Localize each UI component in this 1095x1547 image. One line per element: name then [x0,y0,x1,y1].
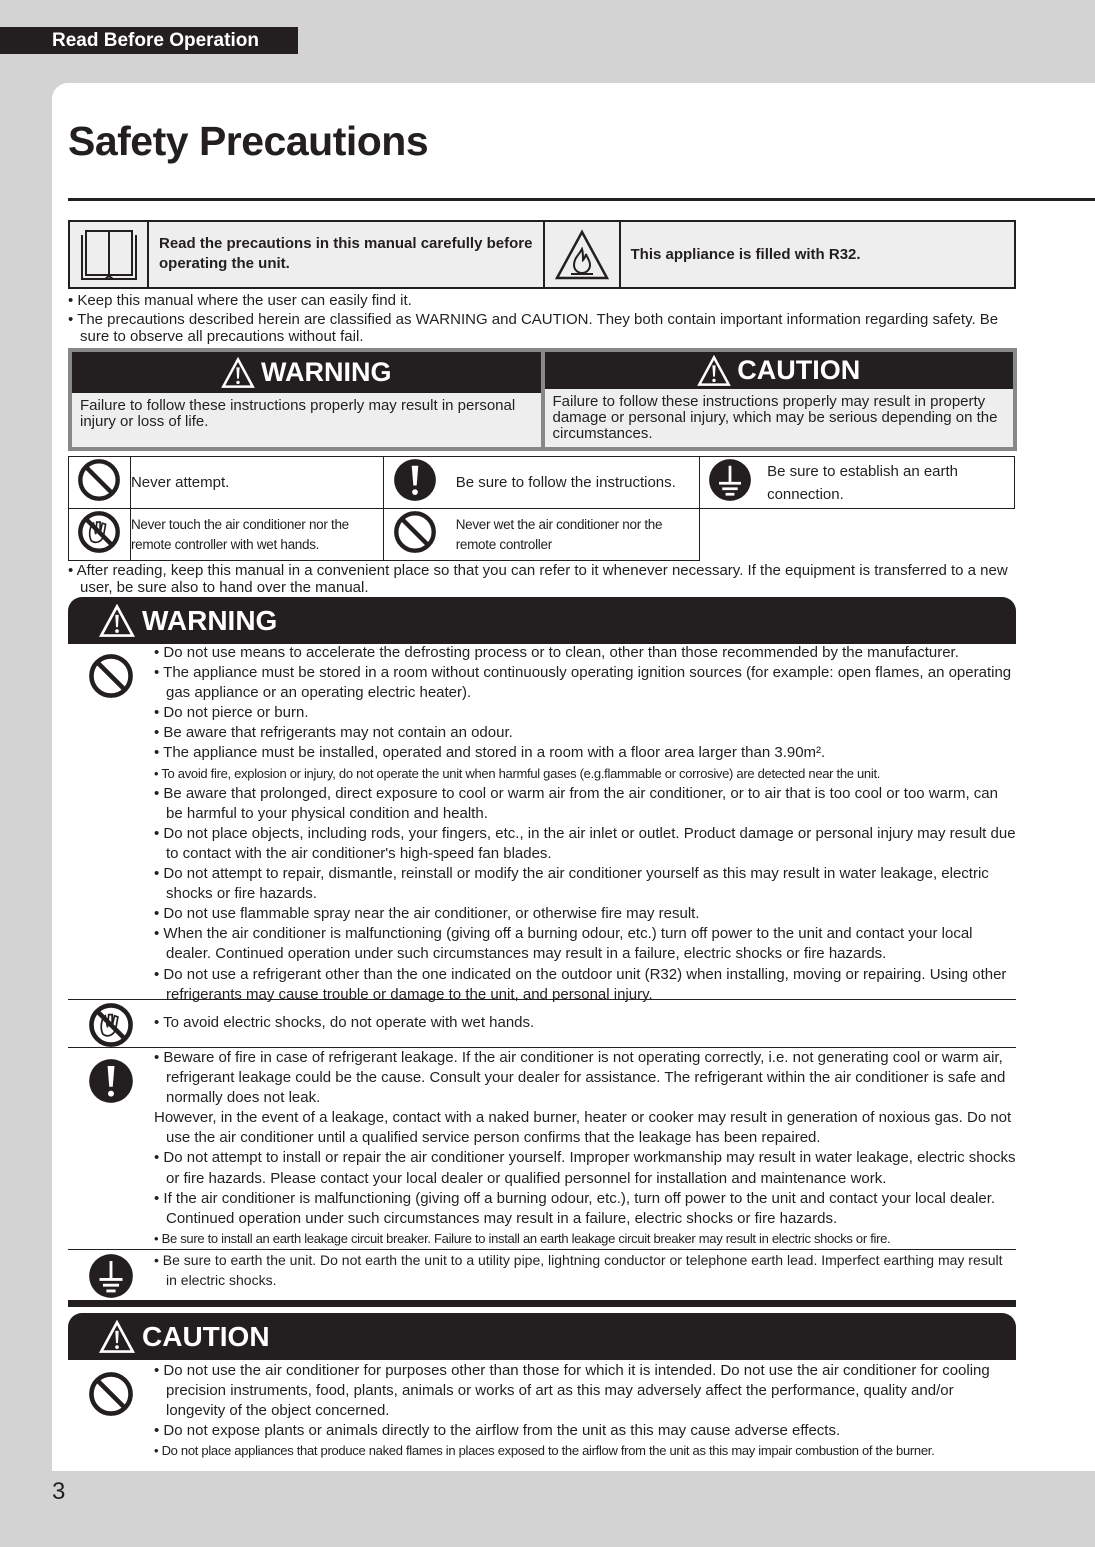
warning-wet-hands-group [68,999,1016,1048]
warning-level-label: WARNING [261,357,392,387]
list-item: • To avoid fire, explosion or injury, do not operate the unit when harmful gases (e.g.flammable or corrosive) are detected near the unit. [154,764,1016,784]
list-item: • Be sure to install an earth leakage circuit breaker. Failure to install an earth leakage circuit breaker may result in electric shocks or fire. [154,1229,1016,1249]
manual-book-icon [70,222,149,287]
list-item: • Do not attempt to repair, dismantle, reinstall or modify the air conditioner yourself as this may result in water leakage, electric shocks or fire hazards. [154,864,1016,904]
list-item: • To avoid electric shocks, do not operate with wet hands. [154,1013,1016,1033]
caution-prohibited-group [68,1361,1016,1466]
earth-ground-icon [88,1253,134,1299]
list-item: • Do not pierce or burn. [154,703,1016,723]
no-wet-hands-icon [88,1002,134,1048]
list-item: • The appliance must be stored in a room without continuously operating ignition sources (for example: open flames, an operating gas appliance or an operating electric heater). [154,663,1016,703]
list-item: • Beware of fire in case of refrigerant leakage. If the air conditioner is not operating correctly, i.e. not generating cool or warm air, refrigerant leakage could be the cause. Consult your dealer for assistance. The refrigerant within the air conditioner is safe and normally does not leak. [154,1048,1016,1108]
list-item: • Do not attempt to install or repair the air conditioner yourself. Improper workmanship may result in water leakage, electric shocks or fire hazards. Please contact your local dealer or qualified personnel for installation and maintenance work. [154,1148,1016,1188]
bullet-list [154,1361,1016,1466]
caution-level-text: Failure to follow these instructions properly may result in property damage or personal injury, which may be serious depending on the circumstances. [552,393,998,442]
caution-level [541,352,1014,447]
warning-earth-group [68,1249,1016,1299]
warning-triangle-icon [98,604,136,638]
warning-prohibited-group [68,643,1016,1003]
bullet-list [154,1048,1016,1249]
list-item: • Do not use flammable spray near the air conditioner, or otherwise fire may result. [154,904,1016,924]
warning-level [72,352,541,447]
prohibited-icon [77,458,121,502]
warning-banner-label: WARNING [142,604,278,636]
list-item: • Be aware that prolonged, direct exposure to cool or warm air from the air conditioner, or to air that is too cool or too warm, can be harmful to your physical condition and health. [154,784,1016,824]
intro-list [68,292,1018,345]
hazard-levels-box [68,348,1017,451]
list-item: • When the air conditioner is malfunctioning (giving off a burning odour, etc.) turn off power to the unit and contact your local dealer. Continued operation under such circumstances may result in a failure, electric shocks or fire hazards. [154,924,1016,964]
list-item: • Do not place objects, including rods, your fingers, etc., in the air inlet or outlet. Product damage or personal injury may result due to contact with the air conditioner's high-speed fan blades. [154,824,1016,864]
section-tag: Read Before Operation [0,27,298,54]
intro-item: • Keep this manual where the user can easily find it. [68,292,1018,309]
caution-triangle-icon [697,355,731,387]
symbol-follow-instructions: Be sure to follow the instructions. [446,457,699,509]
r32-notice: This appliance is filled with R32. [630,246,861,263]
symbol-never-attempt: Never attempt. [130,457,383,509]
symbol-earth-connection: Be sure to establish an earth connection. [761,457,1014,509]
intro-item: • The precautions described herein are classified as WARNING and CAUTION. They both contain important information regarding safety. Be sure to observe all precautions without fail. [68,311,1018,345]
page-title: Safety Precautions [68,118,429,164]
list-item: • Be sure to earth the unit. Do not earth the unit to a utility pipe, lightning conductor or telephone earth lead. Imperfect earthing may result in electric shocks. [154,1250,1016,1290]
bullet-list [154,643,1016,1003]
prohibited-icon [88,1371,134,1417]
warning-mandatory-group [68,1047,1016,1249]
symbol-no-wetting: Never wet the air conditioner nor the remote controller [446,509,699,561]
read-manual-notice: Read the precautions in this manual carefully before operating the unit. [159,235,533,272]
earth-ground-icon [708,458,752,502]
list-item: However, in the event of a leakage, contact with a naked burner, heater or cooker may result in generation of noxious gas. Do not use the air conditioner until a qualified service person confirms that the leakage has been repaired. [154,1109,1012,1147]
list-item: • If the air conditioner is malfunctioning (giving off a burning odour, etc.), turn off power to the unit and contact your local dealer. Continued operation under such circumstances may result in a failure, electric shocks or fire hazards. [154,1189,1016,1229]
exclamation-icon [88,1058,134,1104]
warning-level-text: Failure to follow these instructions properly may result in personal injury or loss of life. [80,397,516,430]
caution-triangle-icon [98,1320,136,1354]
no-water-icon [393,510,437,554]
exclamation-icon [393,458,437,502]
after-reading-note: • After reading, keep this manual in a convenient place so that you can refer to it whenever necessary. If the equipment is transferred to a new user, be sure also to hand over the manual. [68,562,1018,596]
list-item: • Do not use a refrigerant other than the one indicated on the outdoor unit (R32) when installing, moving or repairing. Using other refrigerants may cause trouble or damage to the unit, and personal injury. [154,965,1016,1005]
symbol-legend [68,456,1015,561]
bullet-list [154,1000,1016,1048]
bullet-list [154,1250,1016,1299]
prohibited-icon [88,653,134,699]
notice-box [68,220,1016,289]
caution-banner [68,1313,1016,1360]
list-item: • Do not expose plants or animals directly to the airflow from the unit as this may cause adverse effects. [154,1421,1016,1441]
list-item: • Be aware that refrigerants may not contain an odour. [154,723,1016,743]
title-divider [68,198,1095,201]
section-divider [68,1300,1016,1307]
warning-triangle-icon [221,357,255,389]
no-wet-hands-icon [77,510,121,554]
list-item: • Do not place appliances that produce naked flames in places exposed to the airflow from the unit as this may impair combustion of the burner. [154,1441,1016,1461]
warning-banner [68,597,1016,644]
list-item: • Do not use means to accelerate the defrosting process or to clean, other than those recommended by the manufacturer. [154,643,1016,663]
caution-banner-label: CAUTION [142,1320,270,1352]
symbol-no-wet-hands: Never touch the air conditioner nor the remote controller with wet hands. [130,509,383,561]
list-item: • The appliance must be installed, operated and stored in a room with a floor area larger than 3.90m². [154,743,1016,763]
flammable-warning-icon [543,222,621,287]
list-item: • Do not use the air conditioner for purposes other than those for which it is intended. Do not use the air conditioner for cooling precision instruments, food, plants, animals or works of art as this may adversely affect the performance, quality and/or longevity of the object concerned. [154,1361,1016,1421]
page-number: 3 [52,1478,66,1505]
caution-level-label: CAUTION [737,355,861,385]
